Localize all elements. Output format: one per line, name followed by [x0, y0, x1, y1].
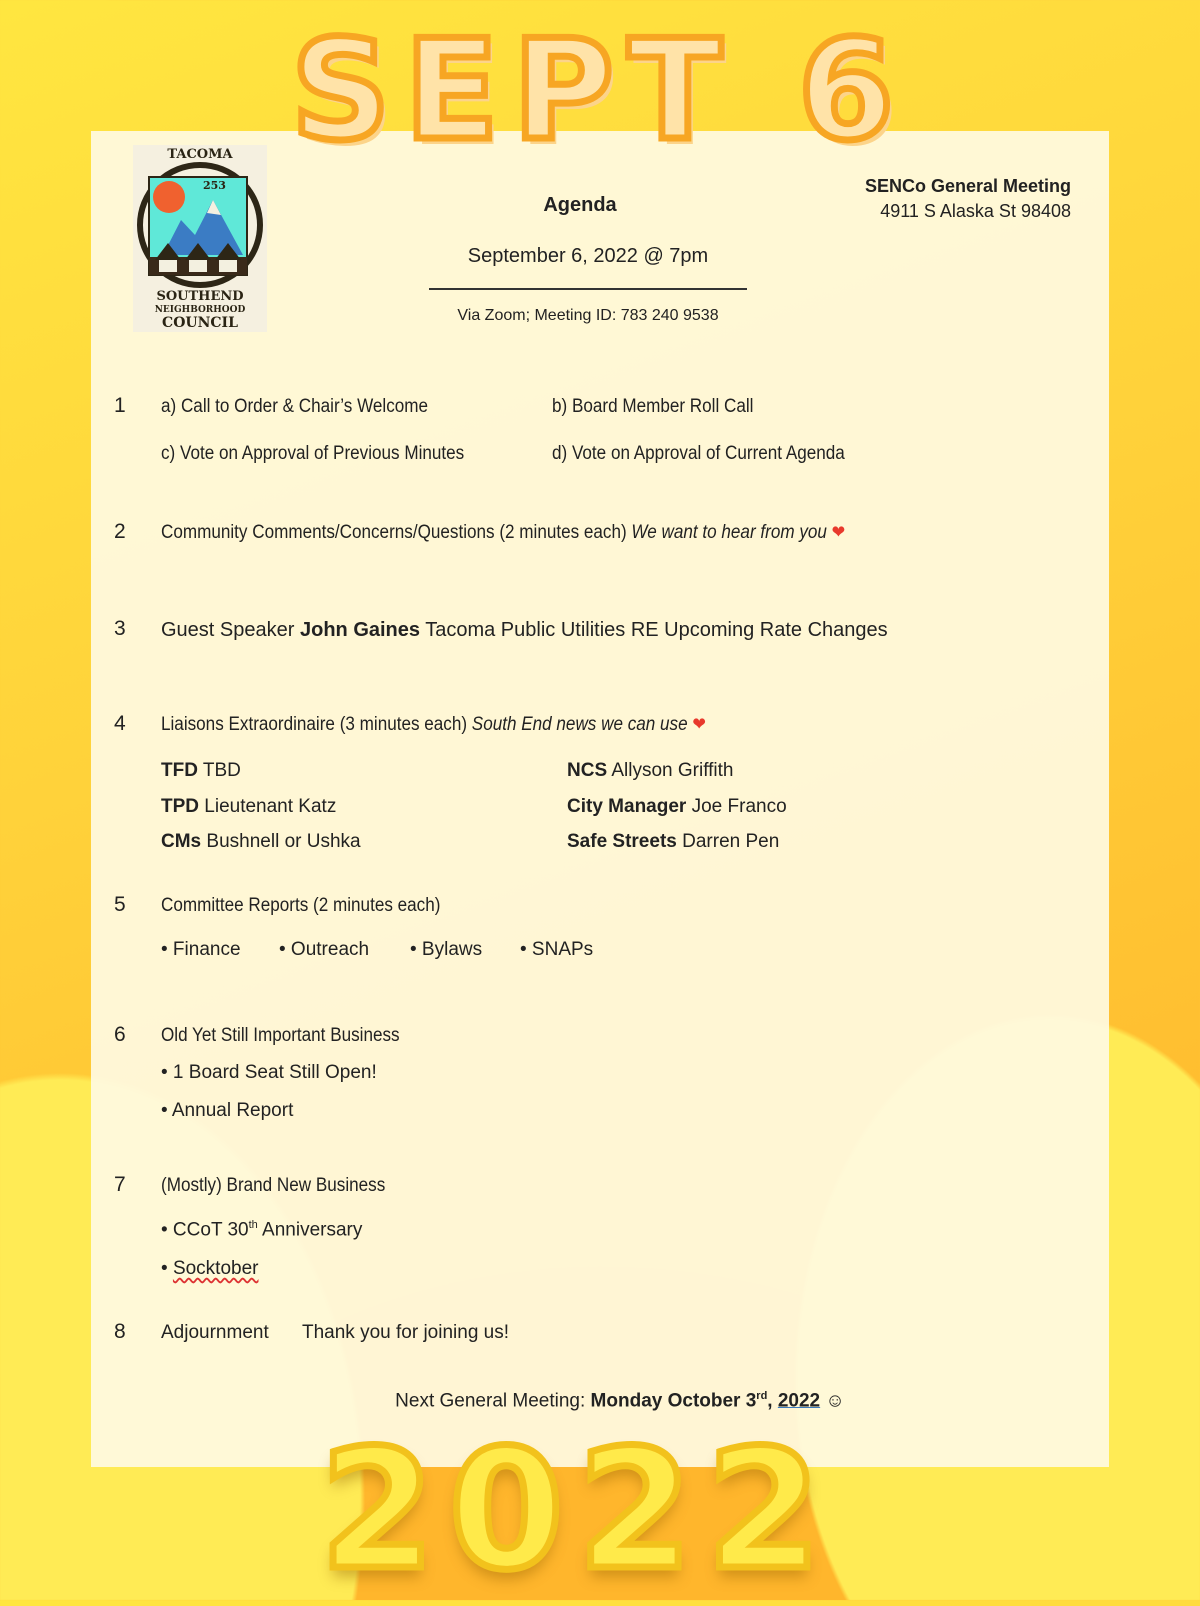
item-1a: a) Call to Order & Chair’s Welcome	[161, 396, 429, 417]
thanks: Thank you for joining us!	[302, 1322, 510, 1343]
item-2-emphasis: We want to hear from you	[631, 522, 827, 543]
item-number: 8	[114, 1320, 126, 1343]
svg-text:SOUTHEND: SOUTHEND	[156, 289, 244, 304]
banner-date: SEPT 6	[291, 10, 908, 171]
item-number: 5	[114, 893, 126, 916]
item-8: Adjournment	[161, 1322, 269, 1343]
next-meeting: Next General Meeting: Monday October 3rd, 2022 ☺	[395, 1390, 845, 1412]
org-address: 4911 S Alaska St 98408	[880, 201, 1071, 221]
committee-finance: • Finance	[161, 939, 241, 960]
heart-icon: ❤	[692, 714, 706, 734]
liaison: NCS Allyson Griffith	[567, 760, 734, 781]
guest-speaker: John Gaines	[299, 619, 421, 641]
bullet: • 1 Board Seat Still Open!	[161, 1062, 377, 1083]
agenda-title: Agenda	[543, 194, 617, 216]
banner-year: 2022	[320, 1414, 836, 1606]
committee-bylaws: • Bylaws	[410, 939, 483, 960]
meeting-date: September 6, 2022 @ 7pm	[467, 245, 709, 267]
item-3: Guest Speaker John Gaines Tacoma Public Utilities RE Upcoming Rate Changes	[161, 619, 888, 641]
committee-snaps: • SNAPs	[520, 939, 594, 960]
item-2	[161, 522, 845, 544]
liaison: Safe Streets Darren Pen	[567, 831, 780, 852]
org-name: SENCo General Meeting	[864, 176, 1071, 196]
liaison: City Manager Joe Franco	[567, 796, 787, 817]
divider	[429, 288, 747, 290]
smiley-icon: ☺	[825, 1390, 845, 1412]
item-6: Old Yet Still Important Business	[161, 1025, 400, 1046]
item-1d: d) Vote on Approval of Current Agenda	[552, 443, 845, 464]
southend-council-logo	[133, 145, 267, 332]
liaison: TPD Lieutenant Katz	[161, 796, 337, 817]
liaison: TFD TBD	[161, 760, 241, 781]
committee-outreach: • Outreach	[279, 939, 370, 960]
svg-text:NEIGHBORHOOD: NEIGHBORHOOD	[154, 305, 246, 315]
item-1c: c) Vote on Approval of Previous Minutes	[161, 443, 465, 464]
svg-text:COUNCIL: COUNCIL	[162, 315, 238, 331]
item-number: 1	[114, 394, 126, 417]
item-7: (Mostly) Brand New Business	[161, 1175, 386, 1196]
item-number: 2	[114, 520, 126, 543]
liaison: CMs Bushnell or Ushka	[161, 831, 361, 852]
item-4: Liaisons Extraordinaire (3 minutes each) South End news we can use ❤	[161, 714, 706, 735]
svg-text:253: 253	[203, 179, 226, 192]
bullet-socktober: • Socktober	[161, 1258, 259, 1279]
item-number: 3	[114, 617, 126, 640]
item-2-text: Community Comments/Concerns/Questions (2 minutes each)	[161, 522, 627, 543]
item-number: 7	[114, 1173, 126, 1196]
item-5: Committee Reports (2 minutes each)	[161, 895, 441, 916]
item-number: 6	[114, 1023, 126, 1046]
zoom-info: Via Zoom; Meeting ID: 783 240 9538	[457, 307, 719, 324]
item-1b: b) Board Member Roll Call	[552, 396, 754, 417]
bullet: • Annual Report	[161, 1100, 294, 1121]
heart-icon: ❤	[831, 522, 846, 542]
bullet-ccot: • CCoT 30th Anniversary	[161, 1219, 363, 1241]
svg-text:TACOMA: TACOMA	[167, 147, 233, 162]
item-number: 4	[114, 712, 126, 735]
